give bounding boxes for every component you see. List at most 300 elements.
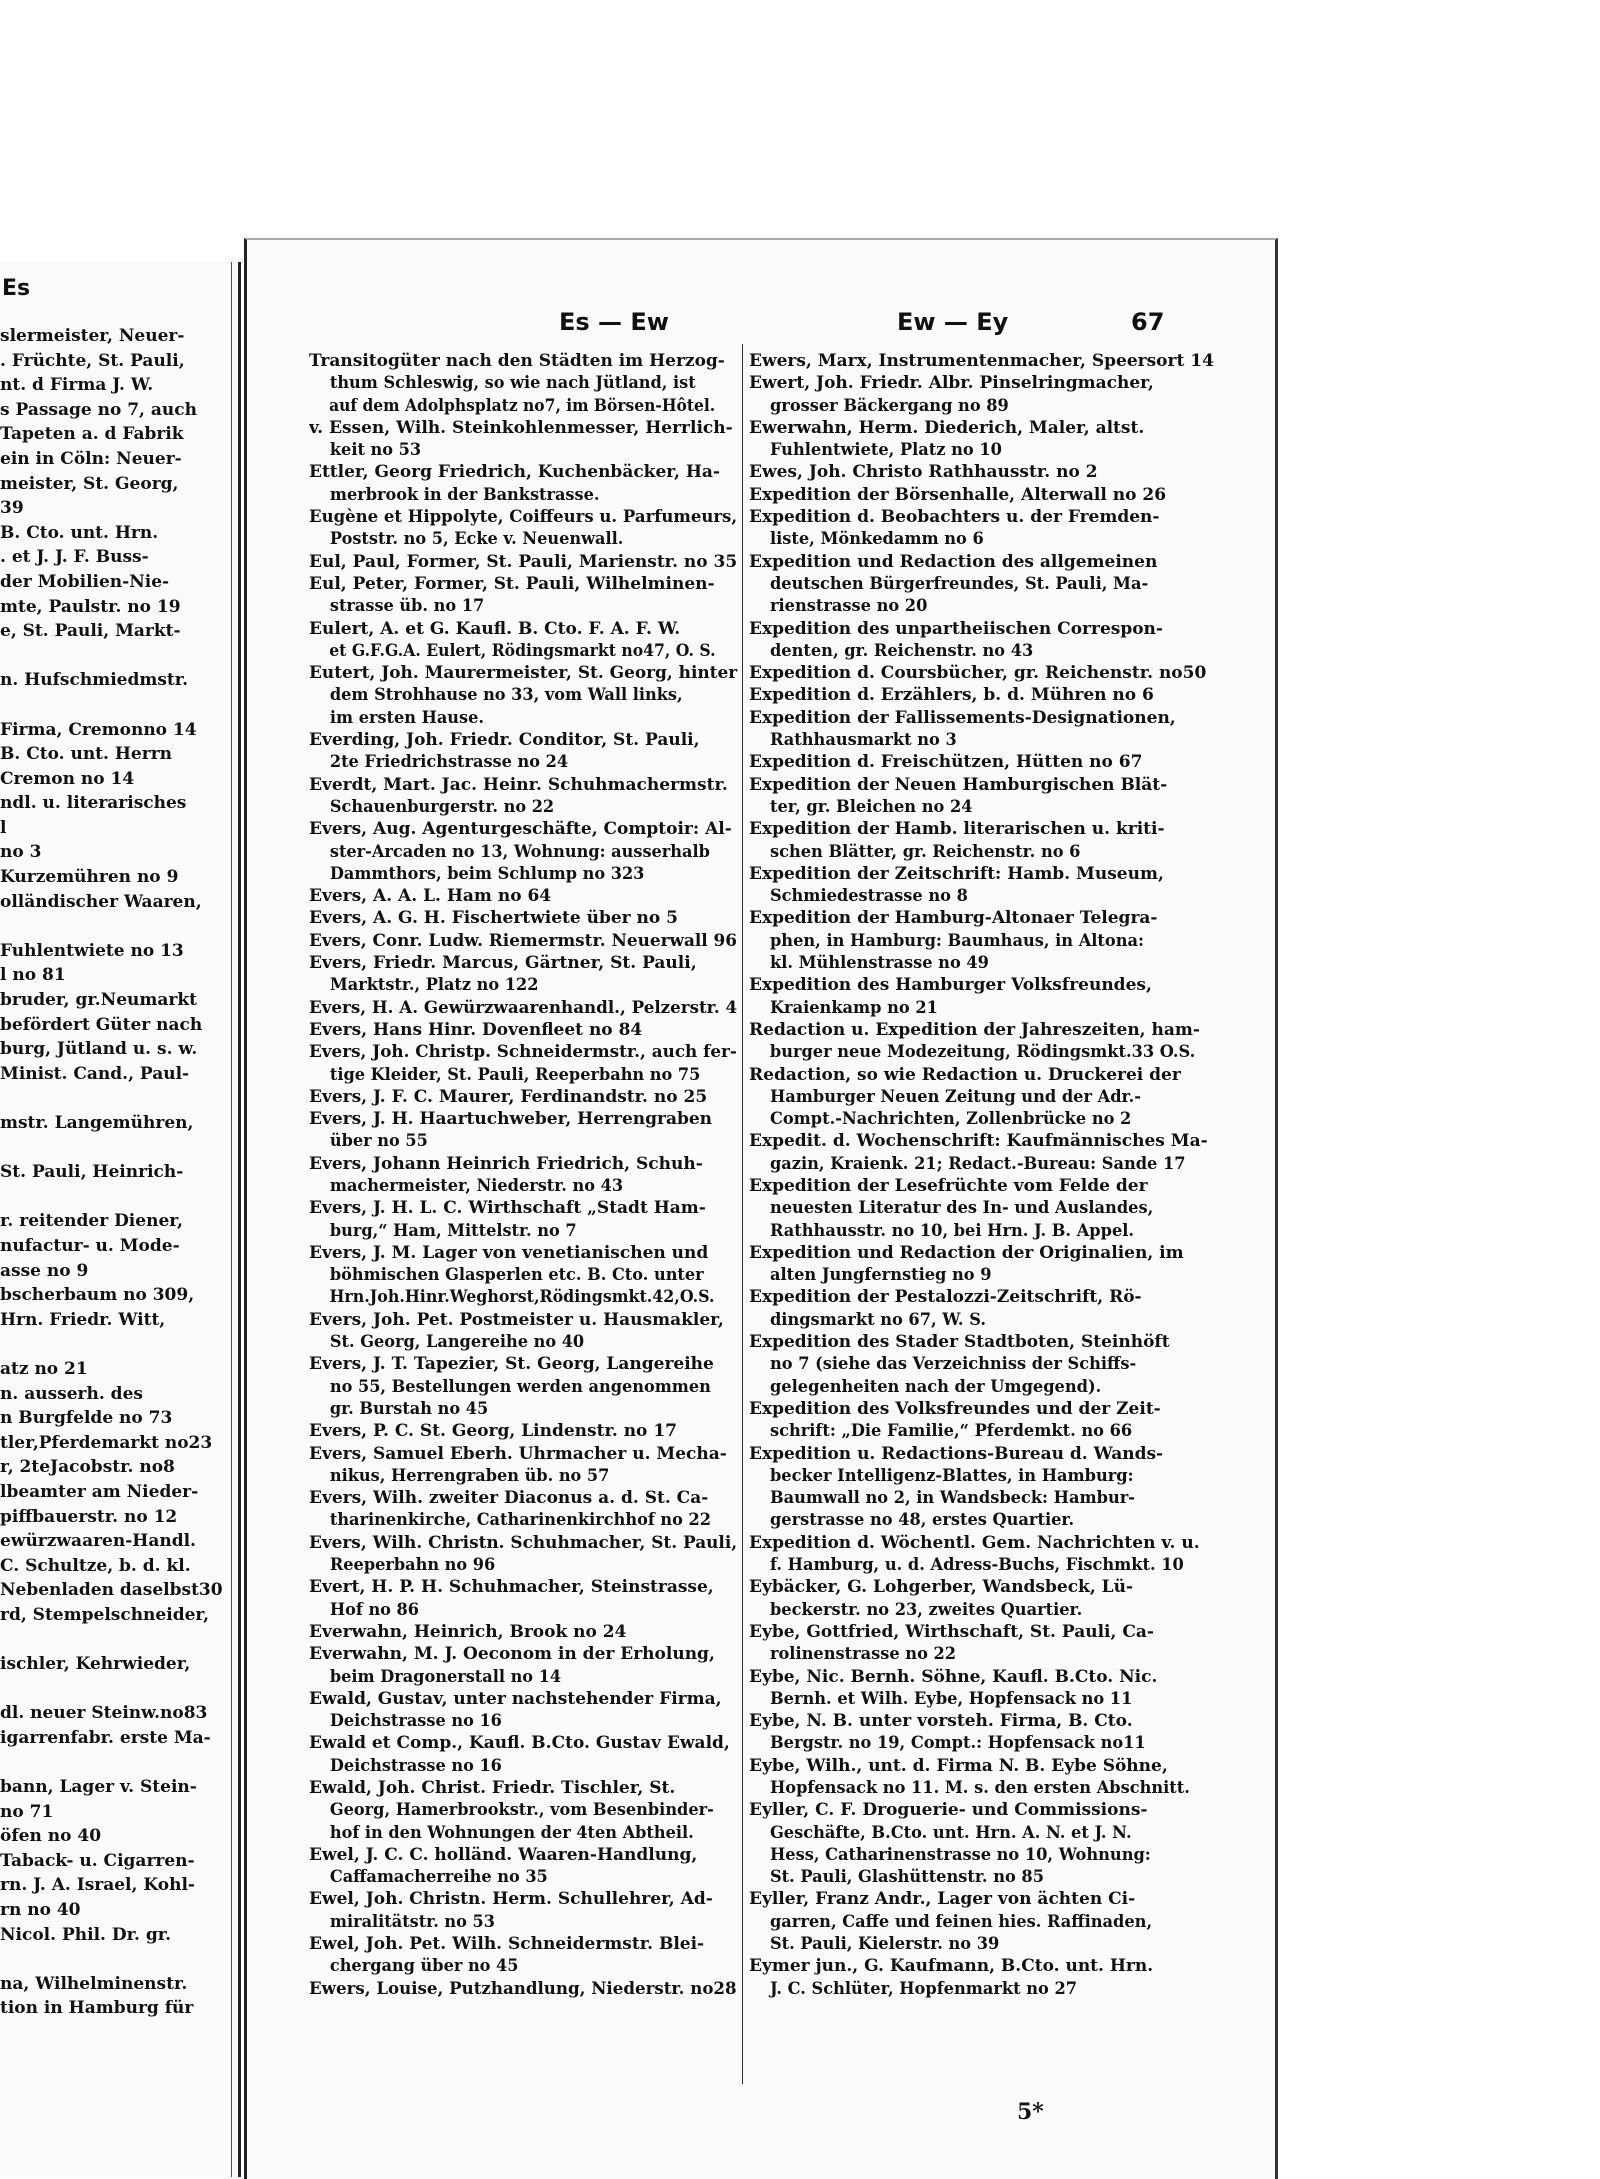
entry-line: denten, gr. Reichenstr. no 43: [769, 640, 1034, 661]
directory-entry: [309, 952, 737, 997]
entry-line: Evers, J. H. Haartuchweber, Herrengraben: [309, 1109, 713, 1130]
entry-line: Eybe, Nic. Bernh. Söhne, Kaufl. B.Cto. Nic.: [749, 1666, 1158, 1687]
directory-entry: [749, 484, 1217, 506]
entry-line: Evers, Friedr. Marcus, Gärtner, St. Pauli,: [309, 953, 697, 974]
directory-entry: [309, 930, 737, 952]
directory-entry: [749, 1398, 1217, 1443]
entry-line: Geschäfte, B.Cto. unt. Hrn. A. N. et J. N.: [769, 1822, 1132, 1843]
left-page-line: lbeamter am Nieder-: [0, 1481, 199, 1502]
entry-line: kl. Mühlenstrasse no 49: [769, 953, 989, 974]
entry-line: Eugène et Hippolyte, Coiffeurs u. Parfumeurs,: [309, 507, 738, 528]
directory-entry: [309, 1353, 737, 1420]
left-page-line: tler,Pferdemarkt no23: [0, 1432, 213, 1453]
entry-line: dem Strohhause no 33, vom Wall links,: [329, 685, 683, 706]
directory-entry: [309, 1197, 737, 1242]
column-divider: [742, 344, 743, 2084]
directory-entry: [309, 729, 737, 774]
entry-line: dingsmarkt no 67, W. S.: [769, 1309, 986, 1330]
entry-line: neuesten Literatur des In- und Auslandes,: [769, 1198, 1154, 1219]
entry-line: Evers, Joh. Pet. Postmeister u. Hausmakler,: [309, 1309, 724, 1330]
directory-entry: [309, 1777, 737, 1844]
left-page-line: ndl. u. literarisches: [0, 793, 187, 814]
entry-line: Ewes, Joh. Christo Rathhausstr. no 2: [749, 462, 1098, 483]
entry-line: Evers, Conr. Ludw. Riemermstr. Neuerwall 96: [309, 930, 737, 951]
left-page-line: [0, 914, 232, 939]
entry-line: Expedit. d. Wochenschrift: Kaufmännisches Ma-: [749, 1131, 1208, 1152]
entry-line: hof in den Wohnungen der 4ten Abtheil.: [329, 1822, 694, 1843]
entry-line: Expedition d. Freischützen, Hütten no 67: [749, 752, 1143, 773]
entry-line: v. Essen, Wilh. Steinkohlenmesser, Herrlich-: [309, 417, 733, 438]
directory-entry: [749, 1130, 1217, 1175]
entry-line: auf dem Adolphsplatz no7, im Börsen-Hôtel.: [329, 395, 716, 416]
entry-line: Expedition und Redaction des allgemeinen: [749, 551, 1158, 572]
entry-line: Expedition des unpartheiischen Correspon-: [749, 618, 1163, 639]
entry-line: Evers, J. M. Lager von venetianischen und: [309, 1242, 709, 1263]
left-page-line: bann, Lager v. Stein-: [0, 1777, 197, 1798]
entry-line: Ewald, Gustav, unter nachstehender Firma,: [309, 1688, 722, 1709]
directory-entry: [309, 997, 737, 1019]
left-page-line: rn. J. A. Israel, Kohl-: [0, 1875, 195, 1896]
entry-line: keit no 53: [329, 440, 422, 461]
directory-entry: [749, 1019, 1217, 1064]
left-page-line: C. Schultze, b. d. kl.: [0, 1555, 191, 1576]
entry-line: miralitätstr. no 53: [329, 1911, 495, 1932]
entry-line: Everdt, Mart. Jac. Heinr. Schuhmachermstr.: [309, 774, 728, 795]
entry-line: deutschen Bürgerfreundes, St. Pauli, Ma-: [769, 573, 1149, 594]
directory-entry: [749, 350, 1217, 372]
left-page-line: r. reitender Diener,: [0, 1211, 183, 1232]
entry-line: St. Pauli, Glashüttenstr. no 85: [769, 1867, 1044, 1888]
left-page-line: [0, 1332, 232, 1357]
directory-entry: [749, 1710, 1217, 1755]
entry-line: Expedition der Pestalozzi-Zeitschrift, Rö-: [749, 1287, 1142, 1308]
entry-line: et G.F.G.A. Eulert, Rödingsmarkt no47, O. S.: [329, 640, 716, 661]
directory-entry: [749, 863, 1217, 908]
left-page-line: dl. neuer Steinw.no83: [0, 1703, 208, 1724]
directory-entry: [309, 1443, 737, 1488]
entry-line: Evers, H. A. Gewürzwaarenhandl., Pelzerstr. 4: [309, 997, 738, 1018]
left-page-line: Fuhlentwiete no 13: [0, 940, 184, 961]
entry-line: Compt.-Nachrichten, Zollenbrücke no 2: [769, 1109, 1132, 1130]
left-page-line: s Passage no 7, auch: [0, 399, 197, 420]
entry-line: Expedition der Neuen Hamburgischen Blät-: [749, 774, 1168, 795]
directory-entry: [749, 1532, 1217, 1577]
left-page-line: Minist. Cand., Paul-: [0, 1063, 190, 1084]
entry-line: Bergstr. no 19, Compt.: Hopfensack no11: [769, 1733, 1146, 1754]
left-page-line: rd, Stempelschneider,: [0, 1604, 210, 1625]
entry-line: Deichstrasse no 16: [329, 1711, 502, 1732]
directory-entry: [309, 1978, 737, 2000]
entry-line: gr. Burstah no 45: [329, 1398, 489, 1419]
entry-line: Evert, H. P. H. Schuhmacher, Steinstrasse,: [309, 1577, 714, 1598]
left-page-line: [0, 1086, 232, 1111]
entry-line: tige Kleider, St. Pauli, Reeperbahn no 75: [329, 1064, 701, 1085]
entry-line: Expedition d. Erzählers, b. d. Mühren no 6: [749, 685, 1154, 706]
left-page-line: Nebenladen daselbst30: [0, 1580, 223, 1601]
left-page-line: l: [0, 817, 7, 838]
entry-line: Redaction, so wie Redaction u. Druckerei der: [749, 1064, 1181, 1085]
left-column: [309, 350, 737, 2000]
entry-line: becker Intelligenz-Blattes, in Hamburg:: [769, 1465, 1134, 1486]
entry-line: machermeister, Niederstr. no 43: [329, 1175, 624, 1196]
entry-line: Ewerwahn, Herm. Diederich, Maler, altst.: [749, 417, 1145, 438]
left-page-line: tion in Hamburg für: [0, 1998, 194, 2019]
entry-line: Eybe, Gottfried, Wirthschaft, St. Pauli, Ca-: [749, 1621, 1154, 1642]
entry-line: Hamburger Neuen Zeitung und der Adr.-: [769, 1086, 1141, 1107]
left-page-line: B. Cto. unt. Hrn.: [0, 522, 159, 543]
entry-line: Evers, Johann Heinrich Friedrich, Schuh-: [309, 1153, 703, 1174]
directory-entry: [749, 372, 1217, 417]
entry-line: tharinenkirche, Catharinenkirchhof no 22: [329, 1510, 711, 1531]
entry-line: Eulert, A. et G. Kaufl. B. Cto. F. A. F. W.: [309, 618, 681, 639]
directory-entry: [309, 1108, 737, 1153]
directory-entry: [309, 662, 737, 729]
directory-entry: [309, 1309, 737, 1354]
entry-line: Evers, Samuel Eberh. Uhrmacher u. Mecha-: [309, 1443, 727, 1464]
entry-line: Expedition des Hamburger Volksfreundes,: [749, 975, 1152, 996]
left-page-line: befördert Güter nach: [0, 1014, 203, 1035]
right-page: [244, 238, 1278, 2179]
page-number: 67: [1131, 308, 1165, 336]
left-page-line: nt. d Firma J. W.: [0, 375, 154, 396]
left-page-line: [0, 1947, 232, 1972]
entry-line: Eutert, Joh. Maurermeister, St. Georg, hinter: [309, 663, 738, 684]
directory-entry: [749, 662, 1217, 684]
entry-line: Marktstr., Platz no 122: [329, 975, 539, 996]
entry-line: Ewert, Joh. Friedr. Albr. Pinselringmacher,: [749, 373, 1154, 394]
entry-line: Expedition der Fallissements-Designationen,: [749, 707, 1176, 728]
entry-line: no 7 (siehe das Verzeichniss der Schiffs-: [769, 1354, 1137, 1375]
directory-entry: [309, 1621, 737, 1643]
directory-entry: [309, 1643, 737, 1688]
entry-line: gelegenheiten nach der Umgegend).: [769, 1376, 1102, 1397]
left-page-line: [0, 1627, 232, 1652]
entry-line: Hrn.Joh.Hinr.Weghorst,Rödingsmkt.42,O.S.: [329, 1287, 715, 1308]
entry-line: Eul, Paul, Former, St. Pauli, Marienstr. no 35: [309, 551, 737, 572]
directory-entry: [309, 1732, 737, 1777]
left-page-line: [0, 1750, 232, 1775]
entry-line: Hess, Catharinenstrasse no 10, Wohnung:: [769, 1844, 1151, 1865]
directory-entry: [749, 1888, 1217, 1955]
left-page-line: Hrn. Friedr. Witt,: [0, 1309, 166, 1330]
directory-entry: [749, 1666, 1217, 1711]
directory-entry: [309, 774, 737, 819]
entry-line: f. Hamburg, u. d. Adress-Buchs, Fischmkt. 10: [769, 1555, 1184, 1576]
directory-entry: [309, 1576, 737, 1621]
entry-line: schrift: „Die Familie,“ Pferdemkt. no 66: [769, 1421, 1133, 1442]
left-page-line: Tapeten a. d Fabrik: [0, 424, 184, 445]
left-page-line: der Mobilien-Nie-: [0, 571, 170, 592]
directory-entry: [309, 506, 737, 551]
entry-line: burger neue Modezeitung, Rödingsmkt.33 O.S.: [769, 1042, 1196, 1063]
left-page-line: Taback- u. Cigarren-: [0, 1850, 195, 1871]
entry-line: Expedition d. Beobachters u. der Fremden-: [749, 507, 1160, 528]
left-page-line: . Früchte, St. Pauli,: [0, 350, 185, 371]
entry-line: Ewald et Comp., Kaufl. B.Cto. Gustav Ewald,: [309, 1733, 730, 1754]
entry-line: gazin, Kraienk. 21; Redact.-Bureau: Sande 17: [769, 1153, 1186, 1174]
directory-entry: [749, 907, 1217, 974]
entry-line: böhmischen Glasperlen etc. B. Cto. unter: [329, 1265, 704, 1286]
entry-line: Evers, Joh. Christp. Schneidermstr., auch fer-: [309, 1042, 737, 1063]
left-page-line: no 3: [0, 842, 42, 863]
entry-line: Eybe, N. B. unter vorsteh. Firma, B. Cto.: [749, 1711, 1133, 1732]
left-page-line: bruder, gr.Neumarkt: [0, 990, 197, 1011]
entry-line: Evers, J. T. Tapezier, St. Georg, Langereihe: [309, 1354, 714, 1375]
directory-entry: [749, 774, 1217, 819]
directory-entry: [309, 1933, 737, 1978]
entry-line: Evers, Wilh. Christn. Schuhmacher, St. Pauli,: [309, 1532, 738, 1553]
left-page-line: atz no 21: [0, 1358, 88, 1379]
entry-line: Ewel, Joh. Christn. Herm. Schullehrer, Ad-: [309, 1889, 713, 1910]
entry-line: Rathhausmarkt no 3: [769, 730, 957, 751]
left-page-line: n. ausserh. des: [0, 1383, 143, 1404]
left-page-header: Es: [2, 276, 31, 301]
left-page-line: 39: [0, 498, 24, 519]
directory-entry: [749, 618, 1217, 663]
directory-entry: [309, 1086, 737, 1108]
left-page-line: rn no 40: [0, 1900, 81, 1920]
entry-line: liste, Mönkedamm no 6: [769, 529, 984, 550]
entry-line: Eybe, Wilh., unt. d. Firma N. B. Eybe Söhne,: [749, 1755, 1168, 1776]
entry-line: Expedition der Hamburg-Altonaer Telegra-: [749, 908, 1158, 929]
entry-line: Expedition u. Redactions-Bureau d. Wands-: [749, 1443, 1164, 1464]
left-page-line: l no 81: [0, 965, 66, 986]
entry-line: 2te Friedrichstrasse no 24: [329, 752, 569, 773]
entry-line: Expedition der Hamb. literarischen u. kriti-: [749, 819, 1165, 840]
entry-line: gerstrasse no 48, erstes Quartier.: [769, 1510, 1075, 1531]
left-page-line: Nicol. Phil. Dr. gr.: [0, 1924, 172, 1945]
entry-line: Kraienkamp no 21: [769, 997, 938, 1018]
entry-line: Expedition d. Coursbücher, gr. Reichenstr. no50: [749, 663, 1207, 684]
page-header-right: Ew — Ey: [897, 308, 1009, 336]
directory-entry: [749, 1064, 1217, 1131]
left-page-line: Firma, Cremonno 14: [0, 719, 197, 740]
directory-entry: [309, 1487, 737, 1532]
entry-line: Evers, J. H. L. C. Wirthschaft „Stadt Ham-: [309, 1198, 706, 1219]
entry-line: Evers, Aug. Agenturgeschäfte, Comptoir: Al-: [309, 819, 732, 840]
directory-entry: [749, 506, 1217, 551]
directory-entry: [309, 1532, 737, 1577]
left-page-line: e, St. Pauli, Markt-: [0, 621, 181, 642]
entry-line: Eyller, Franz Andr., Lager von ächten Ci-: [749, 1889, 1136, 1910]
entry-line: Eymer jun., G. Kaufmann, B.Cto. unt. Hrn.: [749, 1956, 1154, 1977]
left-page-line: öfen no 40: [0, 1826, 102, 1847]
left-page-line: bscherbaum no 309,: [0, 1285, 195, 1306]
directory-entry: [749, 1576, 1217, 1621]
left-page-line: . et J. J. F. Buss-: [0, 547, 149, 568]
entry-line: Ewers, Marx, Instrumentenmacher, Speersort 14: [749, 351, 1214, 371]
directory-entry: [309, 1019, 737, 1041]
entry-line: ster-Arcaden no 13, Wohnung: ausserhalb: [329, 841, 710, 862]
entry-line: grosser Bäckergang no 89: [769, 395, 1009, 416]
entry-line: beim Dragonerstall no 14: [329, 1666, 562, 1687]
entry-line: Ettler, Georg Friedrich, Kuchenbäcker, Ha-: [309, 462, 720, 483]
entry-line: Rathhausstr. no 10, bei Hrn. J. B. Appel.: [769, 1220, 1135, 1241]
directory-entry: [749, 1286, 1217, 1331]
entry-line: Georg, Hamerbrookstr., vom Besenbinder-: [329, 1800, 714, 1821]
entry-line: Fuhlentwiete, Platz no 10: [769, 440, 1002, 461]
entry-line: thum Schleswig, so wie nach Jütland, ist: [329, 373, 696, 394]
directory-entry: [749, 1621, 1217, 1666]
directory-entry: [309, 818, 737, 885]
entry-line: St. Georg, Langereihe no 40: [329, 1332, 585, 1353]
entry-line: rolinenstrasse no 22: [769, 1644, 957, 1665]
left-page-line: Kurzemühren no 9: [0, 867, 179, 888]
entry-line: phen, in Hamburg: Baumhaus, in Altona:: [769, 930, 1144, 951]
entry-line: Schauenburgerstr. no 22: [329, 796, 555, 817]
entry-line: Evers, P. C. St. Georg, Lindenstr. no 17: [309, 1421, 677, 1442]
directory-entry: [749, 707, 1217, 752]
directory-entry: [309, 1041, 737, 1086]
left-page-line: nufactur- u. Mode-: [0, 1235, 180, 1256]
directory-entry: [309, 1153, 737, 1198]
directory-entry: [749, 974, 1217, 1019]
entry-line: Ewel, Joh. Pet. Wilh. Schneidermstr. Blei-: [309, 1934, 705, 1955]
entry-line: strasse üb. no 17: [329, 596, 485, 617]
directory-entry: [309, 1844, 737, 1889]
left-page-line: ewürzwaaren-Handl.: [0, 1531, 196, 1552]
entry-line: Redaction u. Expedition der Jahreszeiten, ham-: [749, 1019, 1200, 1040]
entry-line: Expedition der Lesefrüchte vom Felde der: [749, 1175, 1148, 1196]
left-page-line: igarrenfabr. erste Ma-: [0, 1727, 211, 1748]
entry-line: nikus, Herrengraben üb. no 57: [329, 1465, 610, 1486]
left-page-line: piffbauerstr. no 12: [0, 1506, 178, 1527]
entry-line: Hof no 86: [329, 1599, 420, 1620]
entry-line: Eyller, C. F. Droguerie- und Commissions-: [749, 1800, 1148, 1821]
directory-entry: [309, 618, 737, 663]
left-page-line: [0, 1136, 232, 1161]
directory-entry: [749, 1242, 1217, 1287]
left-page-line: St. Pauli, Heinrich-: [0, 1162, 184, 1183]
entry-line: Ewers, Louise, Putzhandlung, Niederstr. no28: [309, 1978, 737, 1999]
entry-line: Expedition und Redaction der Originalien, im: [749, 1242, 1184, 1263]
entry-line: Caffamacherreihe no 35: [329, 1867, 548, 1888]
left-page-line: n. Hufschmiedmstr.: [0, 670, 189, 691]
entry-line: beckerstr. no 23, zweites Quartier.: [769, 1599, 1083, 1620]
directory-entry: [309, 1688, 737, 1733]
entry-line: Evers, Hans Hinr. Dovenfleet no 84: [309, 1019, 643, 1040]
entry-line: Reeperbahn no 96: [329, 1555, 496, 1576]
directory-entry: [309, 1888, 737, 1933]
left-page-text: [0, 324, 232, 2021]
directory-entry: [749, 818, 1217, 863]
entry-line: Expedition der Zeitschrift: Hamb. Museum,: [749, 863, 1164, 884]
directory-entry: [749, 1755, 1217, 1800]
left-page-line: [0, 693, 232, 718]
directory-entry: [749, 1799, 1217, 1888]
directory-entry: [309, 417, 737, 462]
directory-entry: [309, 573, 737, 618]
entry-line: J. C. Schlüter, Hopfenmarkt no 27: [769, 1978, 1078, 1999]
entry-line: Expedition des Volksfreundes und der Zeit-: [749, 1398, 1161, 1419]
left-page-line: ein in Cöln: Neuer-: [0, 448, 182, 469]
entry-line: schen Blätter, gr. Reichenstr. no 6: [769, 841, 1081, 862]
entry-line: Eybäcker, G. Lohgerber, Wandsbeck, Lü-: [749, 1577, 1134, 1598]
entry-line: Transitogüter nach den Städten im Herzog-: [309, 351, 725, 371]
directory-entry: [309, 1242, 737, 1309]
entry-line: Evers, Wilh. zweiter Diaconus a. d. St. Ca-: [309, 1488, 709, 1509]
left-page-line: Cremon no 14: [0, 768, 135, 789]
left-page-line: mte, Paulstr. no 19: [0, 596, 181, 617]
directory-entry: [309, 885, 737, 907]
entry-line: Deichstrasse no 16: [329, 1755, 502, 1776]
directory-entry: [309, 907, 737, 929]
entry-line: Expedition d. Wöchentl. Gem. Nachrichten v. u.: [749, 1532, 1200, 1553]
entry-line: über no 55: [329, 1131, 428, 1152]
left-page-line: [0, 1677, 232, 1702]
entry-line: Hopfensack no 11. M. s. den ersten Abschnitt.: [769, 1778, 1190, 1798]
left-page-line: B. Cto. unt. Herrn: [0, 744, 173, 765]
left-page-line: burg, Jütland u. s. w.: [0, 1039, 198, 1060]
directory-entry: [749, 684, 1217, 706]
directory-entry: [309, 1420, 737, 1442]
entry-line: Baumwall no 2, in Wandsbeck: Hambur-: [769, 1488, 1135, 1509]
left-page-line: slermeister, Neuer-: [0, 326, 185, 346]
page-header-left: Es — Ew: [559, 308, 669, 336]
left-page: [0, 262, 241, 2177]
entry-line: Everding, Joh. Friedr. Conditor, St. Pauli,: [309, 730, 700, 751]
directory-entry: [749, 751, 1217, 773]
entry-line: Dammthors, beim Schlump no 323: [329, 863, 645, 884]
entry-line: im ersten Hause.: [329, 707, 485, 728]
directory-entry: [749, 1331, 1217, 1398]
right-column: [749, 350, 1217, 2000]
entry-line: Evers, J. F. C. Maurer, Ferdinandstr. no 25: [309, 1086, 708, 1107]
directory-entry: [749, 1443, 1217, 1532]
left-page-line: [0, 644, 232, 669]
entry-line: chergang über no 45: [329, 1956, 519, 1977]
left-page-line: no 71: [0, 1801, 54, 1822]
entry-line: alten Jungfernstieg no 9: [769, 1265, 992, 1286]
directory-entry: [749, 417, 1217, 462]
directory-entry: [749, 461, 1217, 483]
entry-line: St. Pauli, Kielerstr. no 39: [769, 1934, 1000, 1955]
entry-line: garren, Caffe und feinen hies. Raffinaden,: [769, 1911, 1153, 1932]
directory-entry: [749, 551, 1217, 618]
entry-line: Ewel, J. C. C. holländ. Waaren-Handlung,: [309, 1844, 698, 1865]
signature-mark: 5*: [1017, 2099, 1044, 2125]
entry-line: ter, gr. Bleichen no 24: [769, 796, 973, 817]
entry-line: Everwahn, M. J. Oeconom in der Erholung,: [309, 1644, 715, 1665]
left-page-line: ischler, Kehrwieder,: [0, 1654, 191, 1675]
directory-entry: [749, 1955, 1217, 2000]
entry-line: Everwahn, Heinrich, Brook no 24: [309, 1621, 627, 1642]
entry-line: Expedition des Stader Stadtboten, Steinhöft: [749, 1332, 1170, 1353]
left-page-line: meister, St. Georg,: [0, 473, 179, 494]
left-page-line: [0, 1185, 232, 1210]
entry-line: merbrook in der Bankstrasse.: [329, 484, 600, 505]
entry-line: Schmiedestrasse no 8: [769, 886, 968, 907]
left-page-line: olländischer Waaren,: [0, 891, 202, 912]
directory-entry: [309, 461, 737, 506]
left-page-line: na, Wilhelminenstr.: [0, 1973, 188, 1994]
directory-entry: [749, 1175, 1217, 1242]
left-page-line: asse no 9: [0, 1260, 89, 1281]
entry-line: rienstrasse no 20: [769, 596, 928, 617]
entry-line: burg,“ Ham, Mittelstr. no 7: [329, 1220, 577, 1241]
entry-line: Evers, A. G. H. Fischertwiete über no 5: [309, 908, 679, 929]
entry-line: Eul, Peter, Former, St. Pauli, Wilhelminen-: [309, 573, 715, 594]
entry-line: Evers, A. A. L. Ham no 64: [309, 886, 552, 907]
entry-line: no 55, Bestellungen werden angenommen: [329, 1376, 711, 1397]
left-page-line: n Burgfelde no 73: [0, 1408, 173, 1429]
entry-line: Expedition der Börsenhalle, Alterwall no 26: [749, 484, 1167, 505]
entry-line: Poststr. no 5, Ecke v. Neuenwall.: [329, 529, 624, 550]
left-page-line: r, 2teJacobstr. no8: [0, 1457, 175, 1478]
entry-line: Ewald, Joh. Christ. Friedr. Tischler, St.: [309, 1778, 676, 1798]
left-page-line: mstr. Langemühren,: [0, 1113, 194, 1133]
directory-entry: [309, 350, 737, 417]
